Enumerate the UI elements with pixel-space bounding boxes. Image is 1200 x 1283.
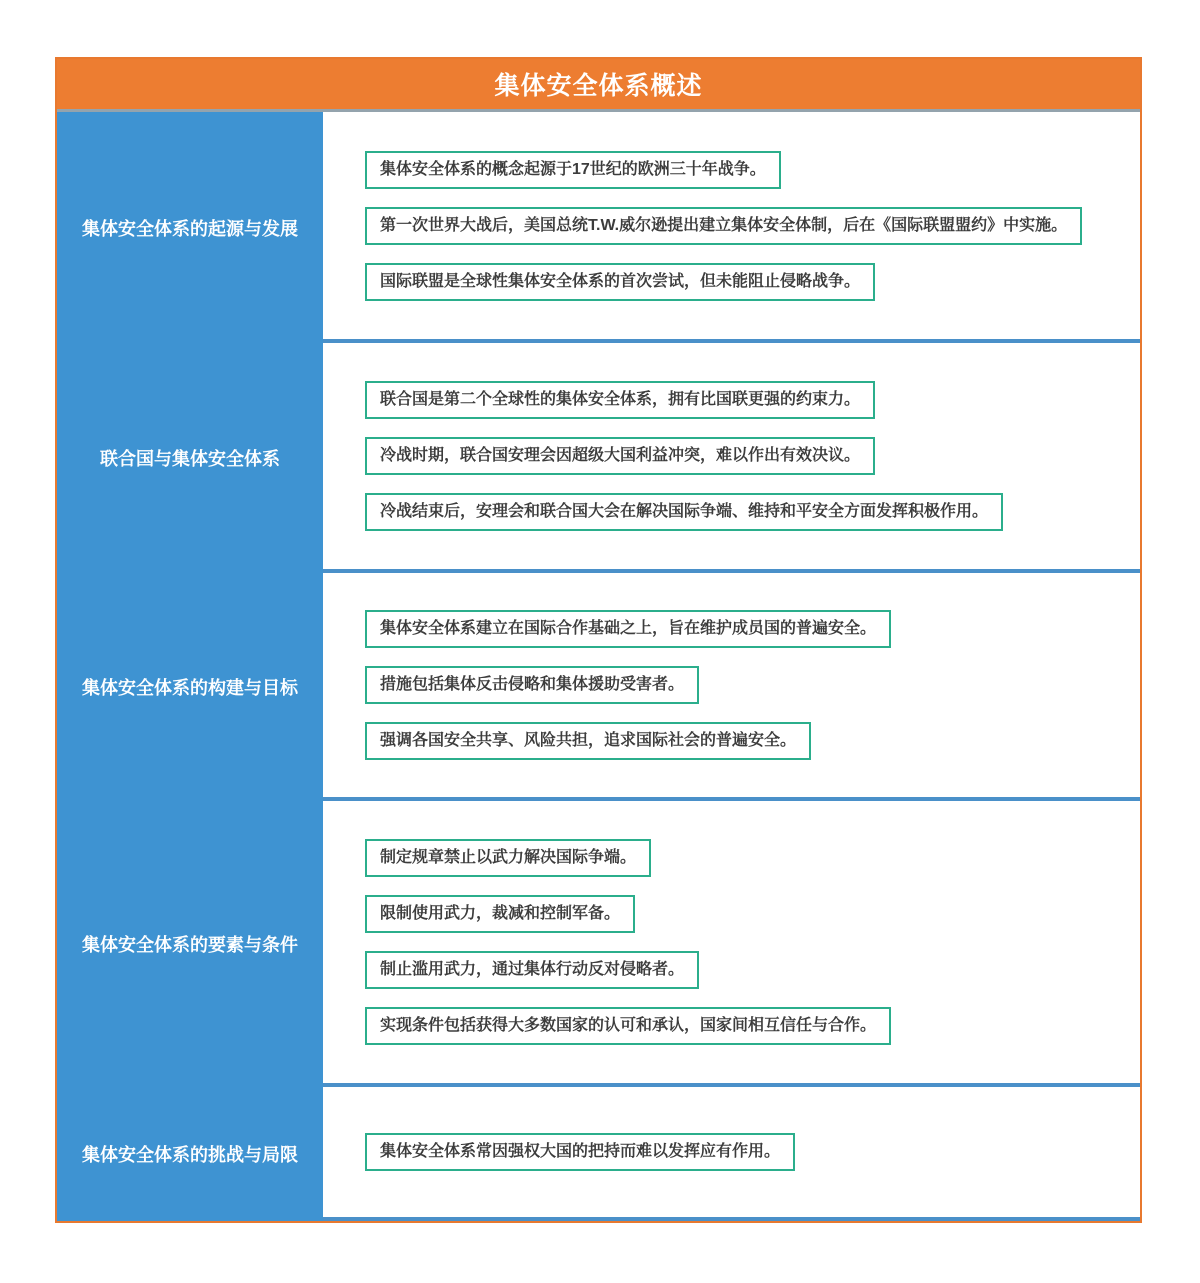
table-row [57, 573, 1140, 801]
row-content-challenges [323, 1087, 1140, 1221]
item-node: 制止滥用武力，通过集体行动反对侵略者。 [365, 951, 699, 989]
row-label-elements: 集体安全体系的要素与条件 [57, 801, 323, 1087]
item-node: 国际联盟是全球性集体安全体系的首次尝试，但未能阻止侵略战争。 [365, 263, 875, 301]
item-node: 第一次世界大战后，美国总统T.W.威尔逊提出建立集体安全体制，后在《国际联盟盟约》中实施。 [365, 207, 1082, 245]
row-label-un: 联合国与集体安全体系 [57, 343, 323, 573]
row-label-construction: 集体安全体系的构建与目标 [57, 573, 323, 801]
item-node: 集体安全体系建立在国际合作基础之上，旨在维护成员国的普遍安全。 [365, 610, 891, 648]
item-node: 限制使用武力，裁减和控制军备。 [365, 895, 635, 933]
page-title: 集体安全体系概述 [494, 72, 703, 100]
row-content-elements [323, 801, 1140, 1087]
item-node: 强调各国安全共享、风险共担，追求国际社会的普遍安全。 [365, 722, 811, 760]
item-node: 实现条件包括获得大多数国家的认可和承认，国家间相互信任与合作。 [365, 1007, 891, 1045]
item-node: 冷战结束后，安理会和联合国大会在解决国际争端、维持和平安全方面发挥积极作用。 [365, 493, 1003, 531]
item-node: 集体安全体系的概念起源于17世纪的欧洲三十年战争。 [365, 151, 781, 189]
row-content-un [323, 343, 1140, 573]
table-row [57, 343, 1140, 573]
item-node: 冷战时期，联合国安理会因超级大国利益冲突，难以作出有效决议。 [365, 437, 875, 475]
row-label-challenges: 集体安全体系的挑战与局限 [57, 1087, 323, 1221]
item-node: 措施包括集体反击侵略和集体援助受害者。 [365, 666, 699, 704]
table-header [57, 59, 1140, 112]
item-node: 制定规章禁止以武力解决国际争端。 [365, 839, 651, 877]
table-row [57, 112, 1140, 343]
table-row [57, 1087, 1140, 1221]
row-content-construction [323, 573, 1140, 801]
table-rows [57, 112, 1140, 1221]
table-row [57, 801, 1140, 1087]
row-content-origins [323, 112, 1140, 343]
item-node: 集体安全体系常因强权大国的把持而难以发挥应有作用。 [365, 1133, 795, 1171]
mindmap-table [55, 57, 1142, 1223]
item-node: 联合国是第二个全球性的集体安全体系，拥有比国联更强的约束力。 [365, 381, 875, 419]
row-label-origins: 集体安全体系的起源与发展 [57, 112, 323, 343]
